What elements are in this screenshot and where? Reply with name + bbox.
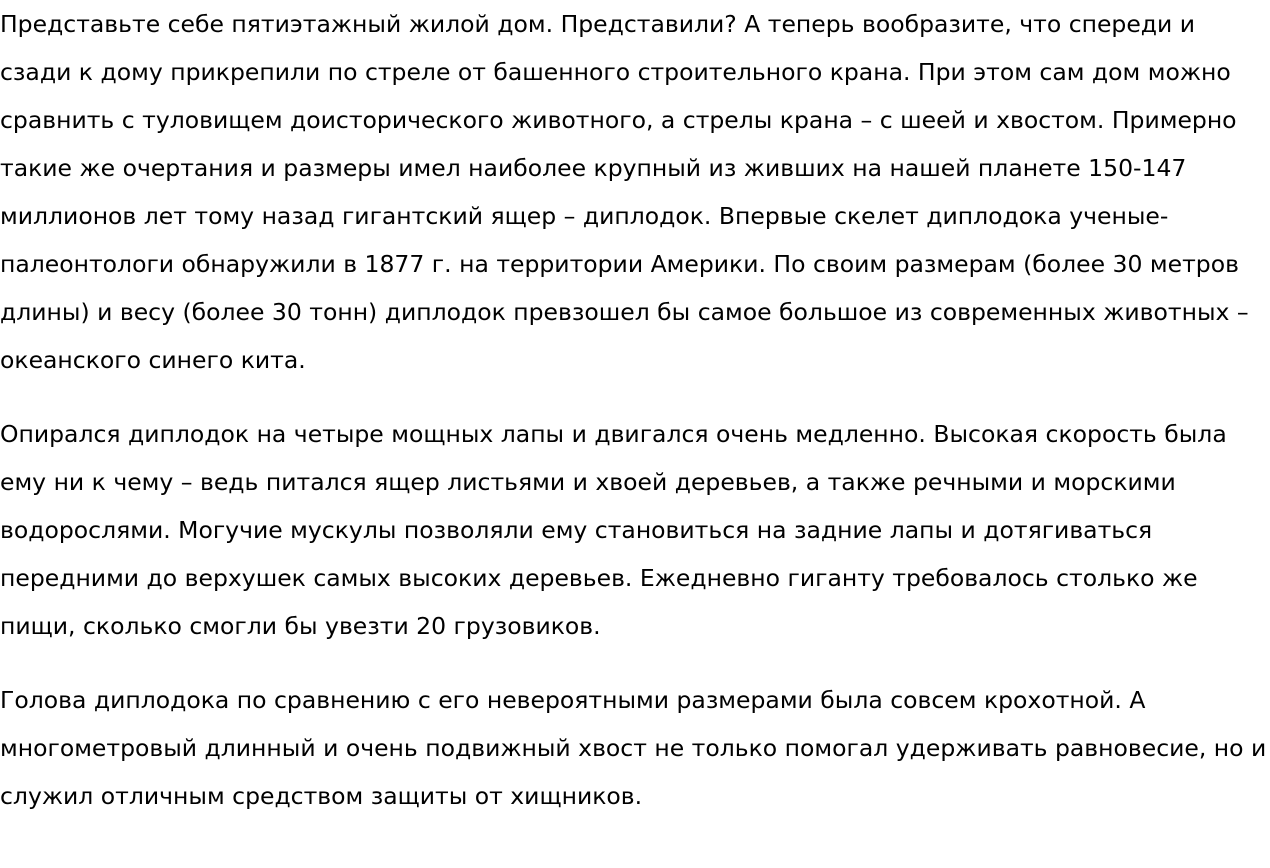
paragraph-diet: Опирался диплодок на четыре мощных лапы и двигался очень медленно. Высокая скорость была ему ни к чему – ведь питался ящер листьями и хвоей деревьев, а также речными и морскими водорослями. Могучие мускулы позволяли ему становиться на задние лапы и дотягиваться передними до верхушек самых высоких деревьев. Ежедневно гиганту требовалось столько же пищи, сколько смогли бы увезти 20 грузовиков. [0, 420, 1227, 640]
paragraph-head-tail: Голова диплодока по сравнению с его невероятными размерами была совсем крохотной. А многометровый длинный и очень подвижный хвост не только помогал удерживать равновесие, но и служил отличным средством защиты от хищников. [0, 686, 1267, 810]
paragraph-intro: Представьте себе пятиэтажный жилой дом. Представили? А теперь вообразите, что спереди и сзади к дому прикрепили по стреле от башенного строительного крана. При этом сам дом можно сравнить с туловищем доисторического животного, а стрелы крана – с шеей и хвостом. Примерно такие же очертания и размеры имел наиболее крупный из живших на нашей планете 150-147 миллионов лет тому назад гигантский ящер – диплодок. Впервые скелет диплодока ученые-палеонтологи обнаружили в 1877 г. на территории Америки. По своим размерам (более 30 метров длины) и весу (более 30 тонн) диплодок превзошел бы самое большое из современных животных – океанского синего кита. [0, 10, 1249, 374]
